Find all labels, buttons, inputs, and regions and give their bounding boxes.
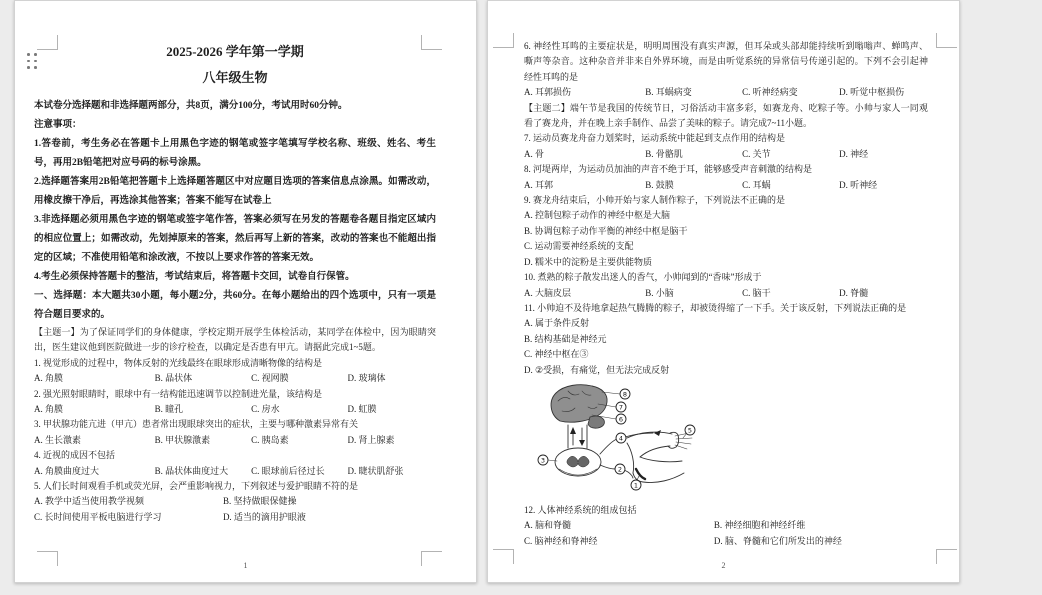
svg-text:8: 8 (622, 390, 628, 399)
text-line: 2.选择题答案用2B铅笔把答题卡上选择题答题区中对应题目选项的答案信息点涂黑。如需改动，用橡皮擦干净后，再选涂其他答案；答案不能写在试卷上 (34, 177, 436, 206)
option-row (34, 371, 436, 386)
svg-text:4: 4 (618, 434, 624, 443)
option-item: D. 玻璃体 (347, 373, 386, 384)
option-item: C. 房水 (251, 404, 280, 415)
option-item: D. 睫状肌舒张 (347, 465, 404, 476)
option-row (34, 402, 436, 417)
arm-illustration (627, 430, 692, 483)
spinal-cord-illustration (555, 448, 601, 476)
page2-content (524, 39, 928, 549)
exam-title-subject: 八年级生物 (202, 70, 268, 85)
option-row (34, 433, 436, 448)
text-line: 9. 赛龙舟结束后，小帅开始与家人制作粽子，下列说法不正确的是 (524, 195, 786, 206)
option-item: C. 脑干 (742, 287, 771, 298)
option-item: D. 虹膜 (347, 404, 377, 415)
option-item: A. 耳郭 (524, 179, 553, 190)
svg-text:7: 7 (618, 403, 624, 412)
text-line: 1. 视觉形成的过程中，物体反射的光线最终在眼球形成清晰物像的结构是 (34, 357, 323, 368)
option-item: A. 角膜 (34, 404, 63, 415)
option-item: B. 神经细胞和神经纤维 (713, 520, 806, 531)
option-item: B. 小脑 (645, 287, 674, 298)
text-line: D. ②受损，有痛觉，但无法完成反射 (524, 364, 670, 375)
crop-mark (493, 33, 514, 48)
text-line: 8. 河堤两岸，为运动员加油的声音不绝于耳，能够感受声音刺激的结构是 (524, 164, 813, 175)
option-item: A. 大脑皮层 (524, 287, 571, 298)
text-line: 一、选择题：本大题共30小题，每小题2分，共60分。在每小题给出的四个选项中，只有一项是符合题目要求的。 (34, 291, 436, 320)
option-item: B. 瞳孔 (154, 404, 184, 415)
option-item: D. 脊髓 (839, 287, 869, 298)
text-line: 3.非选择题必须用黑色字迹的钢笔或签字笔作答，答案必须写在另发的答题卷各题目指定区域内的相应位置上；如需改动，先划掉原来的答案，然后再写上新的答案，改动的答案也不能超出指定的区域；不准使用铅笔和涂改液，不按以上要求作答的答案无效。 (34, 215, 436, 263)
text-line: 12. 人体神经系统的组成包括 (524, 504, 637, 515)
figure-label-1 (631, 480, 641, 490)
option-item: A. 骨 (524, 148, 544, 159)
option-row (524, 85, 928, 100)
crop-mark (936, 33, 957, 48)
option-item: C. 胰岛素 (251, 434, 289, 445)
option-item: D. 肾上腺素 (347, 434, 395, 445)
exam-page-1[interactable] (14, 0, 477, 583)
svg-text:2: 2 (617, 465, 623, 474)
svg-text:3: 3 (540, 456, 546, 465)
option-item: B. 甲状腺激素 (154, 434, 211, 445)
option-item: C. 长时间使用平板电脑进行学习 (34, 511, 162, 522)
question-list (34, 325, 436, 525)
text-line: A. 属于条件反射 (524, 318, 589, 329)
question-list (524, 39, 928, 378)
page-number-2: 2 (721, 561, 726, 570)
text-line: B. 协调包粽子动作平衡的神经中枢是脑干 (524, 225, 688, 236)
figure-label-2 (615, 464, 625, 474)
option-row (34, 494, 436, 525)
option-item: B. 坚持做眼保健操 (222, 496, 297, 507)
option-row (524, 286, 928, 301)
option-item: C. 眼球前后径过长 (251, 465, 325, 476)
text-line: 本试卷分选择题和非选择题两部分，共8页，满分100分，考试用时60分钟。 (34, 101, 348, 111)
text-line: 7. 运动员赛龙舟奋力划桨时，运动系统中能起到支点作用的结构是 (524, 133, 786, 144)
figure-label-7 (616, 402, 626, 412)
svg-text:1: 1 (633, 481, 639, 490)
option-item: D. 听觉中枢损伤 (839, 87, 905, 98)
option-item: A. 角膜 (34, 373, 63, 384)
option-item: D. 神经 (839, 148, 869, 159)
option-row (524, 518, 928, 549)
figure-label-8 (620, 389, 630, 399)
figure-label-6 (616, 414, 626, 424)
exam-page-2[interactable] (487, 0, 960, 583)
text-line: 2. 强光照射眼睛时，眼球中有一结构能迅速调节以控制进光量，该结构是 (34, 388, 323, 399)
svg-text:5: 5 (687, 426, 693, 435)
text-line: 注意事项： (34, 120, 82, 130)
option-item: D. 脑、脊髓和它们所发出的神经 (713, 535, 842, 546)
text-line: 10. 煮熟的粽子散发出迷人的香气，小帅闻到的“香味”形成于 (524, 272, 762, 283)
option-item: D. 听神经 (839, 179, 878, 190)
figure-label-5 (685, 425, 695, 435)
text-line: C. 运动需要神经系统的支配 (524, 241, 634, 252)
option-row (524, 147, 928, 162)
option-item: B. 晶状体曲度过大 (154, 465, 229, 476)
exam-title-term: 2025-2026 学年第一学期 (166, 44, 304, 59)
text-line: 11. 小帅迫不及待地拿起热气腾腾的粽子，却被烫得缩了一下手。关于该反射，下列说法正确的是 (524, 302, 907, 313)
option-item: B. 晶状体 (154, 373, 193, 384)
option-item: C. 脑神经和脊神经 (524, 535, 598, 546)
text-line: A. 控制包粽子动作的神经中枢是大脑 (524, 210, 671, 221)
question-list (524, 503, 928, 549)
option-item: A. 角膜曲度过大 (34, 465, 99, 476)
option-item: B. 骨骼肌 (645, 148, 683, 159)
figure-label-4 (616, 433, 626, 443)
option-item: C. 耳蜗 (742, 179, 771, 190)
option-row (34, 464, 436, 479)
option-row (524, 178, 928, 193)
page-number-1: 1 (243, 561, 248, 570)
option-item: A. 耳郭损伤 (524, 87, 571, 98)
exam-instructions (34, 97, 436, 325)
page1-content (34, 39, 436, 525)
brain-illustration (551, 385, 607, 428)
text-line: D. 糯米中的淀粉是主要供能物质 (524, 256, 653, 267)
option-item: A. 生长激素 (34, 434, 81, 445)
text-line: 【主题一】为了保证同学们的身体健康，学校定期开展学生体检活动，某同学在体检中，因为眼睛突出，医生建议他到医院做进一步的诊疗检查，以确定是否患有甲亢。请据此完成1~5题。 (34, 327, 436, 353)
svg-text:6: 6 (618, 415, 624, 424)
text-line: 6. 神经性耳鸣的主要症状是，明明周围没有真实声源，但耳朵或头部却能持续听到嗡嗡声、蝉鸣声、嘶声等杂音。这种杂音并非来自外界环境，而是由听觉系统的异常信号传递引起的。下列不会引起神经性耳鸣的是 (524, 41, 928, 82)
option-item: D. 适当的滴用护眼液 (222, 511, 306, 522)
text-line: 【主题二】端午节是我国的传统节日，习俗活动丰富多彩，如赛龙舟、吃粽子等。小帅与家人一同观看了赛龙舟，并在晚上亲手制作、品尝了美味的粽子。请完成7~11小题。 (524, 102, 928, 129)
text-line: 1.答卷前，考生务必在答题卡上用黑色字迹的钢笔或签字笔填写学校名称、班级、姓名、考生号，再用2B铅笔把对应号码的标号涂黑。 (34, 139, 436, 168)
option-item: A. 脑和脊髓 (524, 520, 571, 531)
option-item: C. 视网膜 (251, 373, 289, 384)
option-item: B. 鼓膜 (645, 179, 674, 190)
text-line: 4.考生必须保持答题卡的整洁，考试结束后，将答题卡交回，试卷自行保管。 (34, 272, 355, 282)
option-item: A. 教学中适当使用教学视频 (34, 496, 145, 507)
text-line: 3. 甲状腺功能亢进（甲亢）患者常出现眼球突出的症状，主要与哪种激素异常有关 (34, 419, 359, 430)
nerve-tracts (568, 425, 587, 448)
text-line: 4. 近视的成因不包括 (34, 450, 116, 461)
figure-label-3 (538, 455, 548, 465)
option-item: C. 听神经病变 (742, 87, 798, 98)
nervous-system-diagram (532, 381, 712, 501)
text-line: 5. 人们长时间观看手机或荧光屏，会严重影响视力，下列叙述与爱护眼睛不符的是 (34, 481, 359, 492)
text-line: C. 神经中枢在③ (524, 349, 589, 360)
option-item: B. 耳蜗病变 (645, 87, 692, 98)
option-item: C. 关节 (742, 148, 771, 159)
text-line: B. 结构基础是神经元 (524, 333, 607, 344)
reflex-arc-figure (532, 381, 712, 501)
